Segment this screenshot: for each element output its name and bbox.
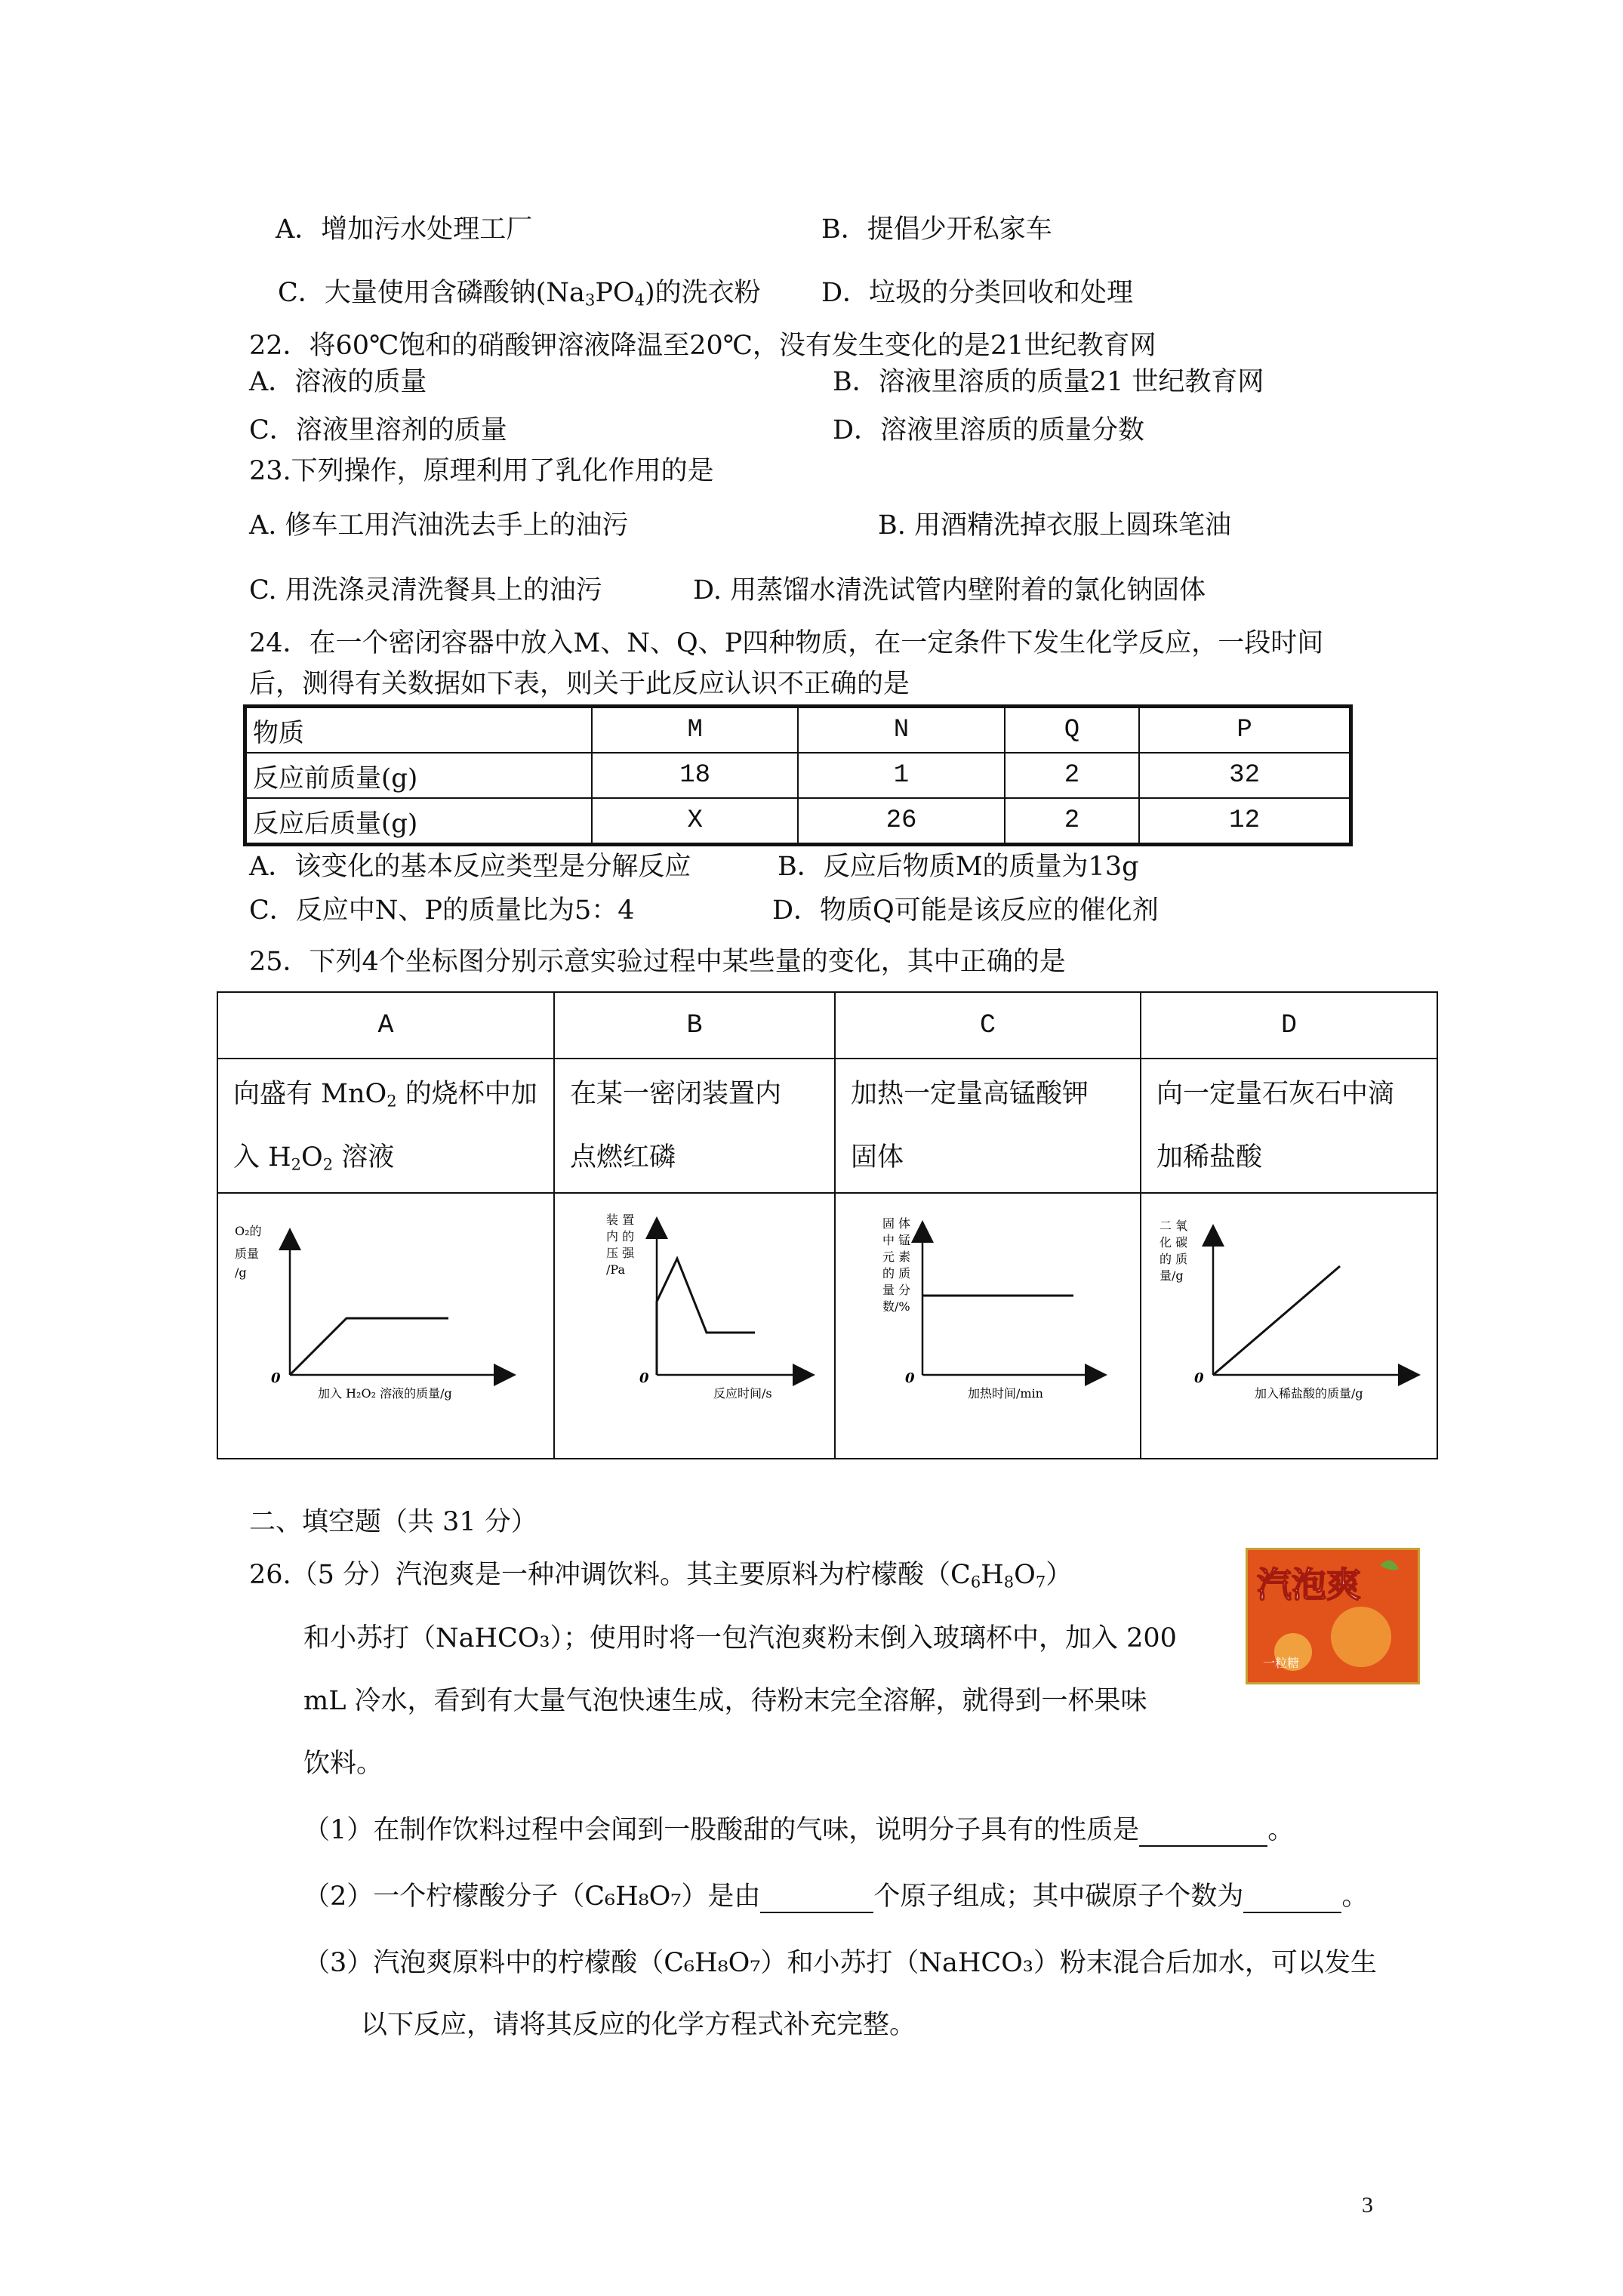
q26-line4: 饮料。 — [303, 1749, 383, 1779]
graph-desc-c: 加热一定量高锰酸钾 固体 — [835, 1059, 1141, 1193]
x-label: 加入稀盐酸的质量/g — [1255, 1386, 1363, 1401]
logo-small-text: 一粒糖 — [1263, 1656, 1300, 1670]
graph-desc-a: 向盛有 MnO$_2$ 的烧杯中加 入 $H_2O_2$ 溶液 — [217, 1059, 554, 1193]
q22-option-a: A．溶液的质量 — [249, 367, 427, 397]
table-header-row — [245, 707, 1351, 754]
q22-option-d: D．溶液里溶质的质量分数 — [833, 415, 1145, 445]
q21-option-b: B．提倡少开私家车 — [821, 214, 1052, 245]
q24-stem-line2: 后，测得有关数据如下表，则关于此反应认识不正确的是 — [249, 669, 910, 699]
product-logo-image — [1246, 1548, 1420, 1684]
graph-c-svg — [836, 1194, 1140, 1458]
page-number: 3 — [1362, 2193, 1373, 2217]
table-cell: 1 — [798, 753, 1004, 798]
q21-option-c: C．大量使用含磷酸钠$(Na_3PO_4)$的洗衣粉 — [278, 278, 761, 310]
table-cell: 18 — [592, 753, 798, 798]
table-cell: 2 — [1005, 798, 1140, 845]
graph-desc-d: 向一定量石灰石中滴 加稀盐酸 — [1141, 1059, 1437, 1193]
table-row — [245, 753, 1351, 798]
table-cell: 32 — [1139, 753, 1350, 798]
q24-stem-line1: 24．在一个密闭容器中放入M、N、Q、P四种物质，在一定条件下发生化学反应，一段时间 — [249, 628, 1324, 658]
table-cell: X — [592, 798, 798, 845]
q23-option-a: A. 修车工用汽油洗去手上的油污 — [249, 510, 629, 541]
y-label: 压 强 — [606, 1246, 635, 1260]
graph-c — [835, 1193, 1141, 1459]
y-label: 量 分 — [882, 1283, 911, 1297]
q23-option-d: D. 用蒸馏水清洗试管内壁附着的氯化钠固体 — [693, 575, 1206, 606]
q21-option-d: D．垃圾的分类回收和处理 — [821, 278, 1134, 308]
mass-data-table — [243, 704, 1353, 846]
graph-header-a: A — [217, 992, 554, 1059]
q23-option-c: C. 用洗涤灵清洗餐具上的油污 — [249, 575, 602, 606]
table-cell: 反应后质量(g) — [245, 798, 593, 845]
q26-part2: （2）一个柠檬酸分子（C₆H₈O₇）是由 个原子组成；其中碳原子个数为 。 — [303, 1881, 1369, 1912]
y-label: 中 锰 — [882, 1233, 911, 1247]
curve — [290, 1318, 448, 1375]
table-cell: 反应前质量(g) — [245, 753, 593, 798]
table-row — [245, 798, 1351, 845]
curve — [657, 1259, 755, 1375]
graphs-table — [217, 991, 1438, 1459]
y-label: 化 碳 — [1160, 1235, 1188, 1250]
y-label: 的 质 — [1160, 1252, 1188, 1266]
y-label: 质量 — [235, 1247, 260, 1261]
q24-option-c: C．反应中N、P的质量比为5：4 — [249, 895, 635, 926]
graph-a-svg — [218, 1194, 553, 1458]
graph-header-b: B — [554, 992, 835, 1059]
q26-line2: 和小苏打（NaHCO₃）；使用时将一包汽泡爽粉末倒入玻璃杯中，加入 200 — [303, 1623, 1177, 1653]
q26-line1: 26.（5 分）汽泡爽是一种冲调饮料。其主要原料为柠檬酸$(C_6H_8O_7)$ — [249, 1560, 1073, 1592]
origin-label: 0 — [1194, 1370, 1204, 1386]
y-label: 数/% — [882, 1299, 910, 1314]
graph-header-d: D — [1141, 992, 1437, 1059]
q26-part3-line2: 以下反应，请将其反应的化学方程式补充完整。 — [361, 2010, 916, 2040]
q25-stem: 25．下列4个坐标图分别示意实验过程中某些量的变化，其中正确的是 — [249, 947, 1066, 977]
table-cell: M — [592, 707, 798, 754]
x-label: 加热时间/min — [968, 1386, 1043, 1401]
q21-option-a: A．增加污水处理工厂 — [276, 214, 533, 245]
graph-a — [217, 1193, 554, 1459]
table-cell: 物质 — [245, 707, 593, 754]
y-label: 的 质 — [882, 1266, 911, 1281]
y-label: 固 体 — [882, 1216, 911, 1231]
q23-stem: 23.下列操作，原理利用了乳化作用的是 — [249, 456, 714, 486]
table-cell: 12 — [1139, 798, 1350, 845]
origin-label: 0 — [639, 1370, 649, 1386]
x-label: 反应时间/s — [713, 1386, 772, 1401]
q22-stem: 22．将60℃饱和的硝酸钾溶液降温至20℃，没有发生变化的是21世纪教育网 — [249, 331, 1156, 361]
origin-label: 0 — [905, 1370, 915, 1386]
curve — [1213, 1266, 1340, 1375]
y-label: 元 素 — [882, 1250, 911, 1264]
table-cell: P — [1139, 707, 1350, 754]
graph-d — [1141, 1193, 1437, 1459]
y-label: O₂的 — [235, 1224, 262, 1238]
graph-header-c: C — [835, 992, 1141, 1059]
q26-part1: （1）在制作饮料过程中会闻到一股酸甜的气味，说明分子具有的性质是 。 — [303, 1815, 1295, 1845]
y-label: 二 氧 — [1160, 1219, 1188, 1233]
y-label: /Pa — [606, 1262, 625, 1277]
q24-option-b: B．反应后物质M的质量为13g — [778, 852, 1139, 882]
y-label: 装 置 — [606, 1213, 635, 1227]
table-cell: 2 — [1005, 753, 1140, 798]
q24-option-d: D．物质Q可能是该反应的催化剂 — [772, 895, 1159, 926]
table-cell: 26 — [798, 798, 1004, 845]
graph-b-svg — [555, 1194, 834, 1458]
product-logo-svg — [1248, 1550, 1418, 1682]
y-label: /g — [235, 1265, 247, 1280]
q26-part3-line1: （3）汽泡爽原料中的柠檬酸（C₆H₈O₇）和小苏打（NaHCO₃）粉末混合后加水，可以发生 — [303, 1948, 1377, 1978]
table-cell: Q — [1005, 707, 1140, 754]
table-cell: N — [798, 707, 1004, 754]
origin-label: 0 — [271, 1370, 281, 1386]
q26-line3: mL 冷水，看到有大量气泡快速生成，待粉末完全溶解，就得到一杯果味 — [303, 1686, 1147, 1716]
q22-option-b: B．溶液里溶质的质量21 世纪教育网 — [833, 367, 1264, 397]
q23-option-b: B. 用酒精洗掉衣服上圆珠笔油 — [878, 510, 1231, 541]
graph-d-svg — [1141, 1194, 1443, 1458]
q22-option-c: C．溶液里溶剂的质量 — [249, 415, 507, 445]
graph-b — [554, 1193, 835, 1459]
graph-desc-b: 在某一密闭装置内 点燃红磷 — [554, 1059, 835, 1193]
logo-title: 汽泡爽 — [1257, 1564, 1361, 1605]
x-label: 加入 H₂O₂ 溶液的质量/g — [318, 1386, 452, 1401]
y-label: 量/g — [1160, 1268, 1184, 1283]
section-title: 二、填空题（共 31 分） — [249, 1507, 537, 1537]
q24-option-a: A．该变化的基本反应类型是分解反应 — [249, 852, 691, 882]
y-label: 内 的 — [606, 1229, 635, 1244]
